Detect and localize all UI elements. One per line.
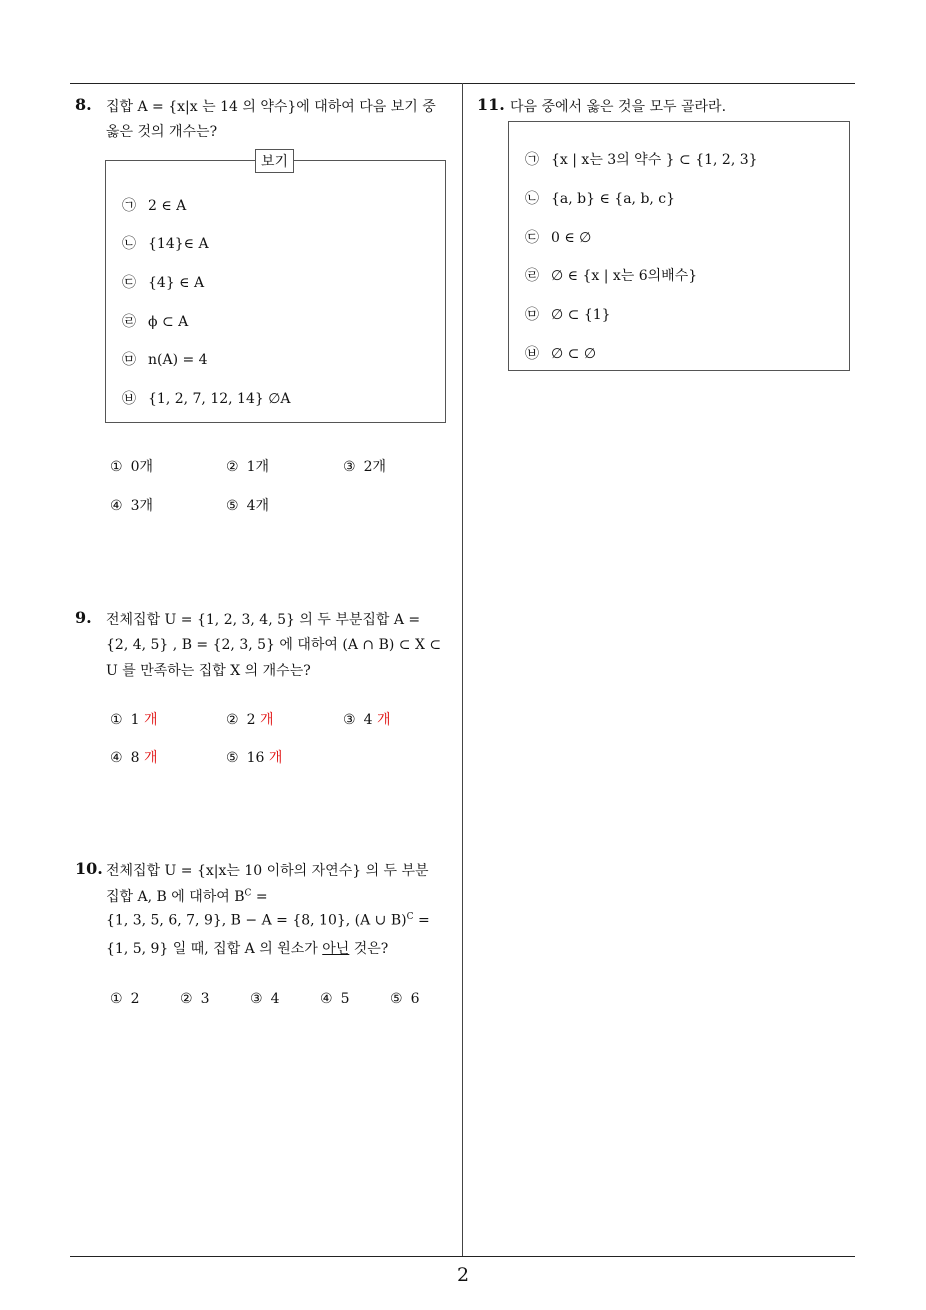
item-mark: ㉤ <box>525 307 539 323</box>
bogi-item <box>122 388 291 408</box>
column-divider <box>462 83 463 1256</box>
question-text: 전체집합 U = {x|x는 10 이하의 자연수} 의 두 부분 <box>106 863 429 879</box>
question-text: U 를 만족하는 집합 X 의 개수는? <box>106 663 311 679</box>
answer-choice[interactable] <box>110 709 157 729</box>
choice-mark: ④ <box>320 991 333 1007</box>
item-text: ∅ ∈ {x | x는 6의배수} <box>551 268 698 284</box>
statement-item <box>525 304 611 324</box>
question-text: 전체집합 U = {1, 2, 3, 4, 5} 의 두 부분집합 A = <box>106 612 421 628</box>
question-text <box>106 938 388 958</box>
answer-choice[interactable] <box>343 709 390 729</box>
answer-choice[interactable] <box>343 456 386 476</box>
bogi-item <box>122 195 186 215</box>
answer-choice[interactable] <box>226 709 273 729</box>
choice-mark: ② <box>226 712 239 728</box>
choice-value: 1 <box>130 712 140 728</box>
choice-mark: ① <box>110 459 123 475</box>
question-text: 집합 A = {x|x 는 14 의 약수}에 대하여 다음 보기 중 <box>106 99 436 115</box>
item-mark: ㉥ <box>122 391 136 407</box>
answer-choice[interactable] <box>390 991 419 1007</box>
answer-choice[interactable] <box>226 495 269 515</box>
item-text: {a, b} ∈ {a, b, c} <box>551 191 676 207</box>
choice-value: 2개 <box>363 459 386 475</box>
choice-value: 1개 <box>246 459 269 475</box>
answer-choice[interactable] <box>320 991 349 1007</box>
choice-mark: ② <box>226 459 239 475</box>
choice-value: 3개 <box>130 498 153 514</box>
item-mark: ㉢ <box>525 230 539 246</box>
answer-choice[interactable] <box>110 456 153 476</box>
choice-unit: 개 <box>268 750 283 766</box>
choice-value: 2 <box>130 991 140 1007</box>
item-text: n(A) = 4 <box>148 352 208 368</box>
item-mark: ㉥ <box>525 346 539 362</box>
choice-mark: ③ <box>250 991 263 1007</box>
complement-superscript: C <box>406 912 414 922</box>
choice-mark: ③ <box>343 459 356 475</box>
choice-value: 6 <box>410 991 420 1007</box>
item-mark: ㉢ <box>122 275 136 291</box>
item-text: ϕ ⊂ A <box>148 314 189 330</box>
choice-mark: ⑤ <box>226 498 239 514</box>
text-part: 집합 A, B 에 대하여 B <box>106 889 245 905</box>
statement-item <box>525 227 591 247</box>
choice-unit: 개 <box>143 712 158 728</box>
underlined-word: 아닌 <box>322 941 350 957</box>
choice-mark: ① <box>110 991 123 1007</box>
choice-value: 3 <box>200 991 210 1007</box>
item-mark: ㉡ <box>525 191 539 207</box>
question-number: 11. <box>477 95 505 114</box>
text-part: {1, 5, 9} 일 때, 집합 A 의 원소가 <box>106 941 323 957</box>
statement-item <box>525 265 697 285</box>
answer-choice[interactable] <box>110 991 139 1007</box>
answer-choice[interactable] <box>250 991 279 1007</box>
question-number: 10. <box>75 859 103 878</box>
answer-choice[interactable] <box>226 747 282 767</box>
item-text: ∅ ⊂ ∅ <box>551 346 597 362</box>
item-text: 0 ∈ ∅ <box>551 230 592 246</box>
text-part: = <box>413 912 430 929</box>
item-text: {1, 2, 7, 12, 14} ∅A <box>148 391 291 407</box>
bottom-rule <box>70 1256 855 1257</box>
bogi-title: 보기 <box>255 149 294 173</box>
item-text: {14}∈ A <box>148 236 209 252</box>
question-number: 8. <box>75 95 92 114</box>
item-text: 2 ∈ A <box>148 198 187 214</box>
item-mark: ㉤ <box>122 352 136 368</box>
statement-item <box>525 343 596 363</box>
item-text: ∅ ⊂ {1} <box>551 307 611 323</box>
item-mark: ㉡ <box>122 236 136 252</box>
question-text: 다음 중에서 옳은 것을 모두 골라라. <box>510 99 727 115</box>
text-part: = <box>251 889 268 905</box>
choice-value: 4 <box>270 991 280 1007</box>
choice-value: 4개 <box>246 498 269 514</box>
question-text: {2, 4, 5} , B = {2, 3, 5} 에 대하여 (A ∩ B) ⊂ X ⊂ <box>106 637 442 653</box>
item-mark: ㉣ <box>122 314 136 330</box>
choice-mark: ③ <box>343 712 356 728</box>
item-mark: ㉣ <box>525 268 539 284</box>
choice-value: 16 <box>246 750 265 766</box>
question-text <box>106 886 268 906</box>
bogi-item <box>122 311 188 331</box>
answer-choice[interactable] <box>180 991 209 1007</box>
choice-mark: ② <box>180 991 193 1007</box>
choice-value: 5 <box>340 991 350 1007</box>
text-part: 것은? <box>349 941 389 957</box>
choice-value: 8 <box>130 750 140 766</box>
statement-item <box>525 149 758 169</box>
choice-unit: 개 <box>376 712 391 728</box>
answer-choice[interactable] <box>110 747 157 767</box>
question-text <box>106 912 430 929</box>
item-mark: ㉠ <box>525 152 539 168</box>
page-number: 2 <box>456 1264 470 1286</box>
item-text: {x | x는 3의 약수 } ⊂ {1, 2, 3} <box>551 152 758 168</box>
choice-mark: ① <box>110 712 123 728</box>
choice-unit: 개 <box>259 712 274 728</box>
choice-value: 4 <box>363 712 373 728</box>
choice-mark: ⑤ <box>226 750 239 766</box>
choice-value: 0개 <box>130 459 153 475</box>
bogi-item <box>122 349 208 369</box>
item-mark: ㉠ <box>122 198 136 214</box>
bogi-item <box>122 272 204 292</box>
bogi-item <box>122 233 209 253</box>
statement-item <box>525 188 675 208</box>
choice-mark: ④ <box>110 750 123 766</box>
item-text: {4} ∈ A <box>148 275 205 291</box>
complement-superscript: C <box>244 888 252 899</box>
answer-choice[interactable] <box>226 456 269 476</box>
choice-unit: 개 <box>143 750 158 766</box>
question-text: 옳은 것의 개수는? <box>106 124 218 140</box>
choice-mark: ⑤ <box>390 991 403 1007</box>
choice-value: 2 <box>246 712 256 728</box>
answer-choice[interactable] <box>110 495 153 515</box>
question-number: 9. <box>75 608 92 627</box>
text-part: {1, 3, 5, 6, 7, 9}, B − A = {8, 10}, (A ∪ B) <box>106 912 407 929</box>
choice-mark: ④ <box>110 498 123 514</box>
